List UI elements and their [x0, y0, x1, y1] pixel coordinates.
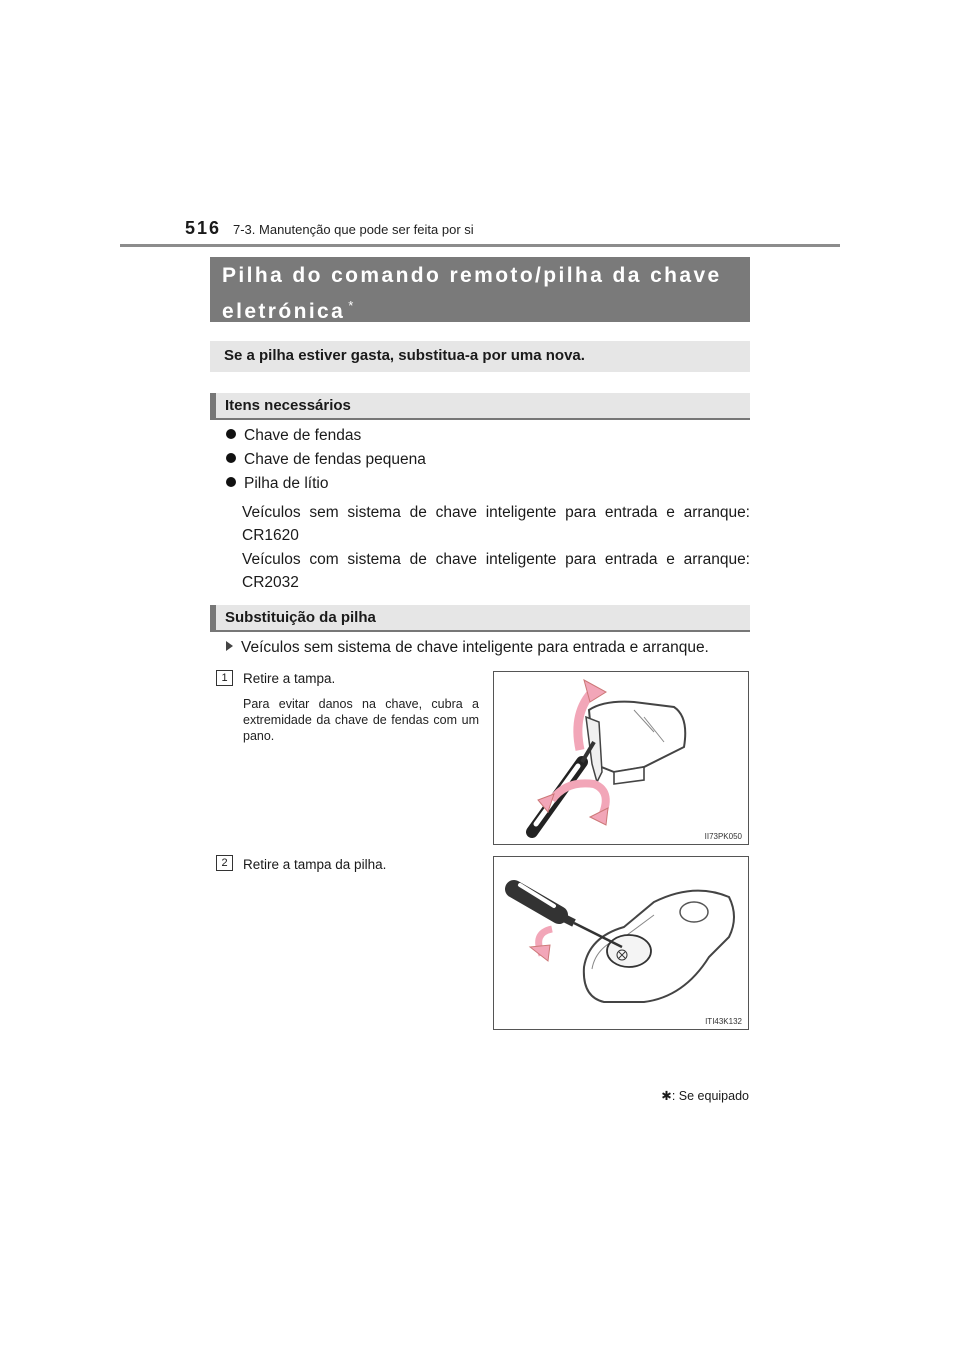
figure-remove-battery-cover — [493, 856, 749, 1030]
battery-note: Veículos com sistema de chave inteligente para entrada e arranque: CR2032 — [242, 551, 750, 591]
condition-item — [226, 639, 709, 657]
bullet-dot — [226, 453, 236, 463]
list-item-text: Chave de fendas pequena — [244, 451, 426, 468]
list-item-text: Pilha de lítio — [244, 475, 329, 492]
running-head: 7-3. Manutenção que pode ser feita por si — [233, 222, 474, 237]
list-item-text: Chave de fendas — [244, 427, 362, 444]
section-heading-replacement: Substituição da pilha — [210, 605, 750, 632]
battery-note: Veículos sem sistema de chave inteligente para entrada e arranque: CR1620 — [242, 504, 750, 544]
asterisk-icon: ✱ — [661, 1089, 672, 1103]
step-text: Retire a tampa da pilha. — [243, 857, 387, 872]
bullet-dot — [226, 429, 236, 439]
triangle-arrow-icon — [226, 641, 233, 651]
footnote — [661, 1088, 749, 1103]
equipped-marker: * — [348, 298, 356, 313]
page-title-text: Pilha do comando remoto/pilha da chave eletrónica — [222, 264, 722, 323]
step-number: 2 — [216, 855, 233, 871]
section-heading-items-needed: Itens necessários — [210, 393, 750, 420]
figure-code: ITI43K132 — [705, 1017, 742, 1026]
figure-remove-cover — [493, 671, 749, 845]
key-cover-illustration — [494, 672, 750, 846]
page-number: 516 — [185, 218, 222, 238]
figure-code: II73PK050 — [704, 832, 742, 841]
step-number: 1 — [216, 670, 233, 686]
lead-box: Se a pilha estiver gasta, substitua-a por uma nova. — [210, 341, 750, 372]
list-item — [226, 451, 426, 469]
condition-text: Veículos sem sistema de chave inteligente para entrada e arranque. — [241, 639, 709, 656]
step-note: Para evitar danos na chave, cubra a extremidade da chave de fendas com um pano. — [243, 697, 479, 743]
bullet-dot — [226, 477, 236, 487]
page-title — [210, 257, 750, 322]
header-rule — [120, 244, 840, 247]
list-item — [226, 475, 328, 493]
list-item — [226, 427, 361, 445]
footnote-text: : Se equipado — [671, 1089, 749, 1103]
step-text: Retire a tampa. — [243, 671, 336, 686]
battery-illustration — [494, 857, 750, 1031]
